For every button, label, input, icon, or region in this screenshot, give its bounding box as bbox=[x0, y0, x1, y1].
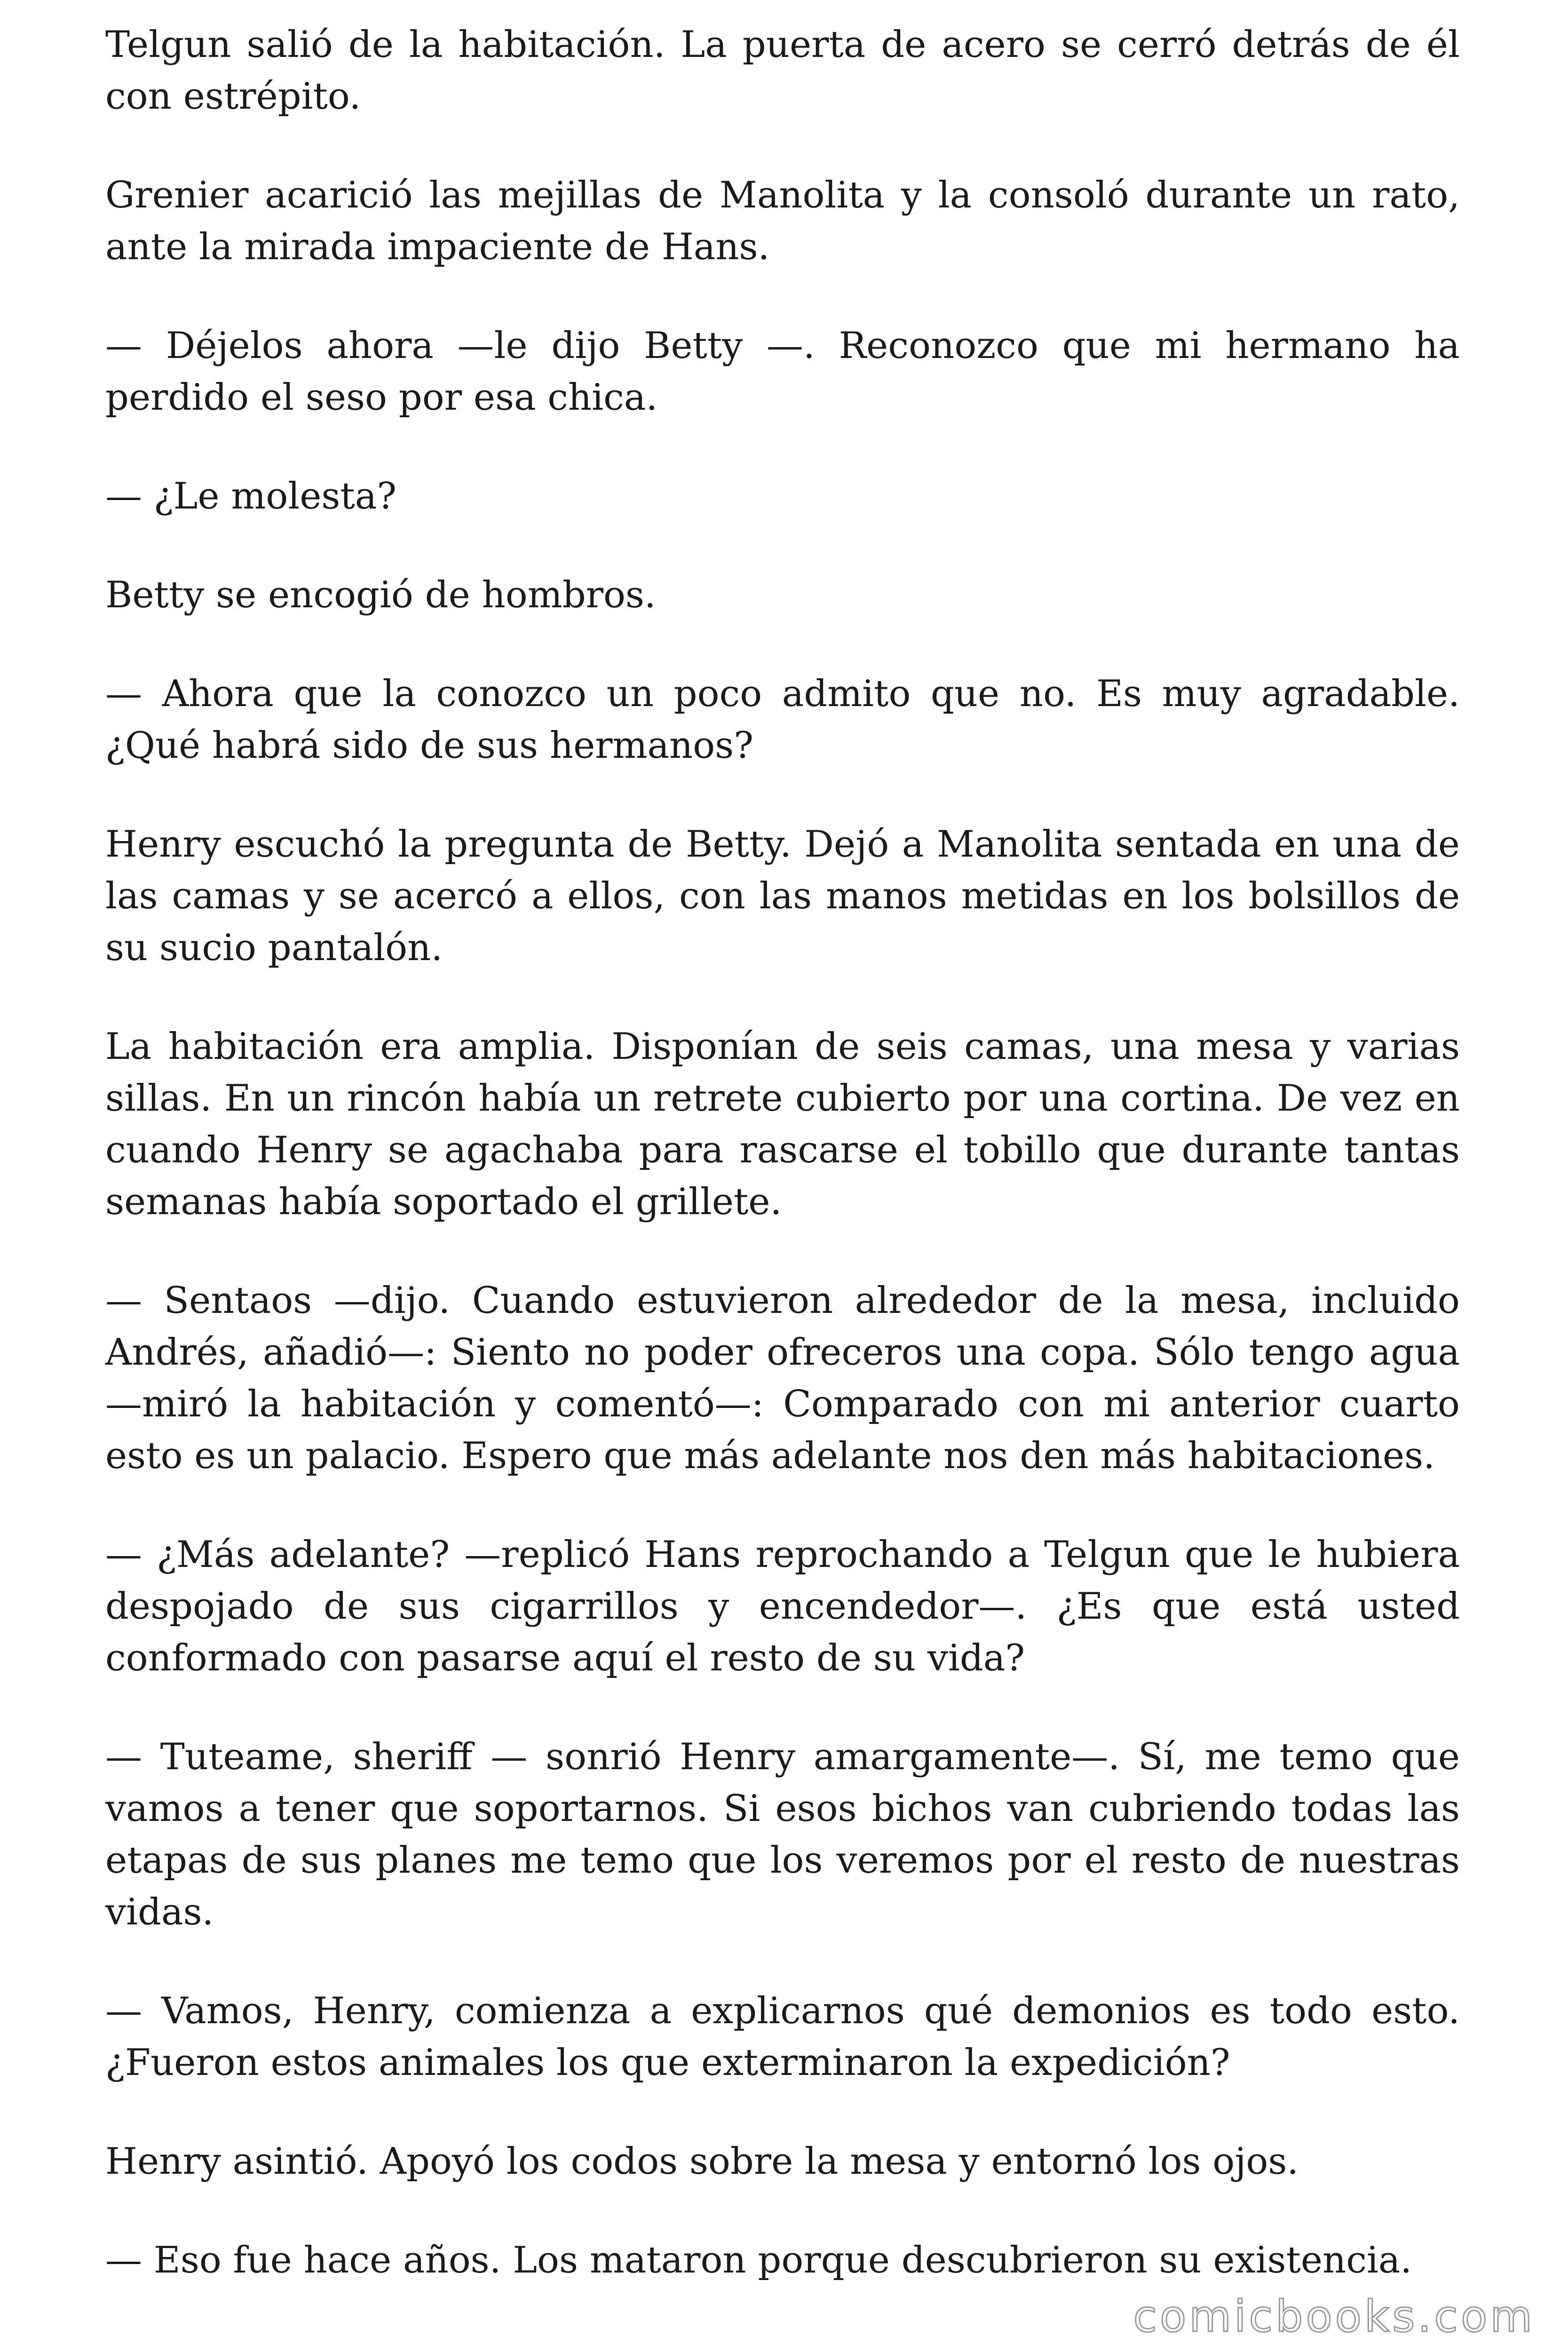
book-page-text bbox=[105, 19, 1460, 2333]
paragraph: — Vamos, Henry, comienza a explicarnos qué demonios es todo esto. ¿Fueron estos animales los que exterminaron la expedición? bbox=[105, 1990, 1460, 2084]
paragraph: — Ahora que la conozco un poco admito que no. Es muy agradable. ¿Qué habrá sido de sus hermanos? bbox=[105, 673, 1460, 767]
paragraph: Grenier acarició las mejillas de Manolita y la consoló durante un rato, ante la mirada impaciente de Hans. bbox=[105, 174, 1460, 268]
paragraph: La habitación era amplia. Disponían de seis camas, una mesa y varias sillas. En un rincón había un retrete cubierto por una cortina. De vez en cuando Henry se agachaba para rascarse el tobillo que durante tantas semanas había soportado el grillete. bbox=[105, 1025, 1460, 1223]
paragraph: — ¿Más adelante? —replicó Hans reprochando a Telgun que le hubiera despojado de sus cigarrillos y encendedor—. ¿Es que está usted conformado con pasarse aquí el resto de su vida? bbox=[105, 1534, 1460, 1679]
paragraph: — Déjelos ahora —le dijo Betty —. Reconozco que mi hermano ha perdido el seso por esa chica. bbox=[105, 325, 1460, 419]
paragraph: Betty se encogió de hombros. bbox=[105, 574, 656, 616]
paragraph: Henry escuchó la pregunta de Betty. Dejó a Manolita sentada en una de las camas y se acercó a ellos, con las manos metidas en los bolsillos de su sucio pantalón. bbox=[105, 823, 1460, 969]
paragraph: — Eso fue hace años. Los mataron porque descubrieron su existencia. bbox=[105, 2239, 1412, 2281]
paragraph: Telgun salió de la habitación. La puerta de acero se cerró detrás de él con estrépito. bbox=[105, 24, 1460, 118]
paragraph: — ¿Le molesta? bbox=[105, 475, 397, 517]
paragraph: — Tuteame, sheriff — sonrió Henry amargamente—. Sí, me temo que vamos a tener que soportarnos. Si esos bichos van cubriendo todas las etapas de sus planes me temo que los veremos por el resto de nuestras vidas. bbox=[105, 1736, 1460, 1933]
watermark: comicbooks.com bbox=[1133, 2291, 1535, 2342]
paragraph: Henry asintió. Apoyó los codos sobre la mesa y entornó los ojos. bbox=[105, 2140, 1299, 2183]
paragraph: — Sentaos —dijo. Cuando estuvieron alrededor de la mesa, incluido Andrés, añadió—: Siento no poder ofreceros una copa. Sólo tengo agua —miró la habitación y comentó—: Comparado con mi anterior cuarto esto es un palacio. Espero que más adelante nos den más habitaciones. bbox=[105, 1279, 1460, 1477]
